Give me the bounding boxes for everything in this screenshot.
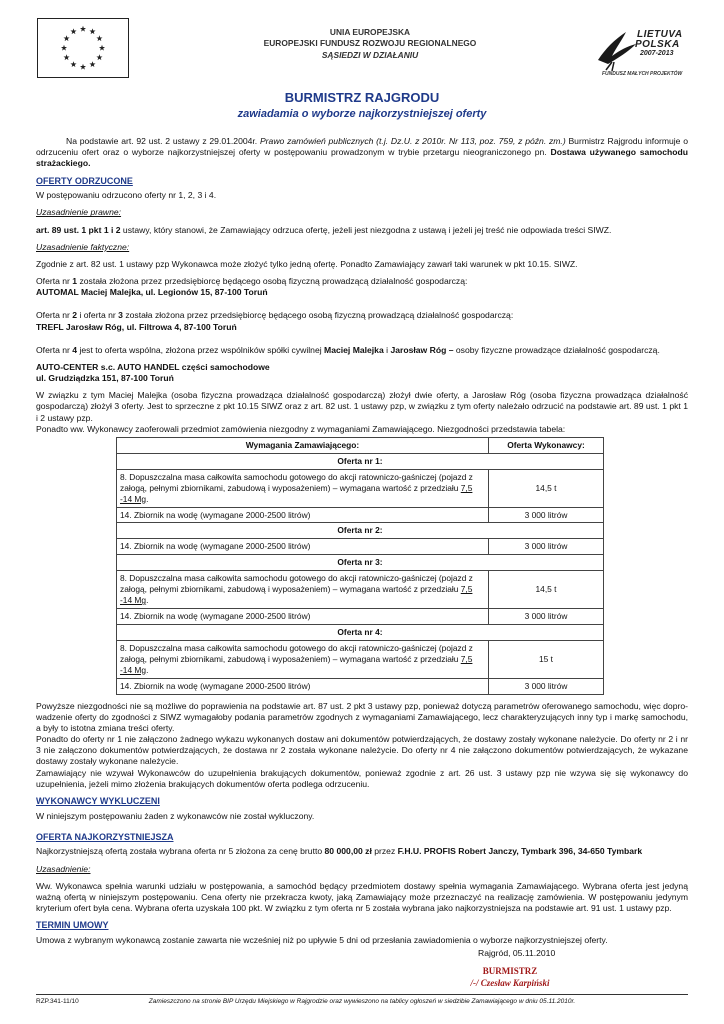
table-row xyxy=(117,640,604,678)
best-justification-label: Uzasadnienie: xyxy=(36,863,91,874)
legal-basis-label: Uzasadnienie prawne: xyxy=(36,207,122,218)
eu-flag-logo xyxy=(37,18,129,78)
signature xyxy=(455,966,565,989)
offer-1-a: Oferta nr xyxy=(36,276,73,287)
req-mass-text: 8. Dopuszczalna masa całkowita samochodu gotowego do akcji ratowniczo-gaśniczej (pojazd z załogą, pełnymi zbiornikami, zabudową i wyposażeniem) – wymagana wartość z przedziału xyxy=(120,573,473,595)
nonconformity-table xyxy=(116,437,604,695)
footer-reference: RZP.341-11/10 xyxy=(36,998,79,1005)
after-table-p1: Powyższe niezgodności nie są możliwe do poprawienia na podstawie art. 87 ust. 2 pkt 3 ustawy pzp, ponieważ dotyczą parametrów oferowanego samochodu, więc dopro-wadzenie oferty do zgodności z SIWZ wymagałoby podania parametrów zgodnych z wymaganiami Zamawiającego, lecz charakteryzujących inny typ i markę samochodu, a były to istotna zmiana treści oferty. xyxy=(36,700,688,733)
req-mass-text: 8. Dopuszczalna masa całkowita samochodu gotowego do akcji ratowniczo-gaśniczej (pojazd z załogą, pełnymi zbiornikami, zabudową i wyposażeniem) – wymagana wartość z przedziału xyxy=(120,471,473,493)
eu-star-icon xyxy=(64,54,70,60)
offer-4-tank: 3 000 litrów xyxy=(489,678,604,694)
table-row xyxy=(117,507,604,523)
eu-stars-icon xyxy=(38,19,128,77)
header-line-1: UNIA EUROPEJSKA xyxy=(329,27,411,37)
rejected-heading: OFERTY ODRZUCONE xyxy=(36,175,133,186)
intro-law: Prawo zamówień publicznych (t.j. Dz.U. z 2010r. Nr 113, poz. 759, z późn. zm.) xyxy=(259,136,566,146)
requirement-tank: 14. Zbiornik na wodę (wymagane 2000-2500 litrów) xyxy=(117,539,489,555)
legal-basis-text xyxy=(36,225,688,236)
eu-star-icon xyxy=(70,28,76,34)
offer-23-company: TREFL Jarosław Róg, ul. Filtrowa 4, 87-100 Toruń xyxy=(36,321,237,332)
offer-1-tank: 3 000 litrów xyxy=(489,507,604,523)
document-body xyxy=(36,136,688,946)
legal-article: art. 89 ust. 1 pkt 1 i 2 xyxy=(36,224,121,235)
document-subtitle: zawiadamia o wyborze najkorzystniejszej oferty xyxy=(237,108,487,120)
eu-star-icon xyxy=(70,61,76,67)
best-offer-text xyxy=(36,846,688,857)
table-row xyxy=(117,453,604,469)
req-mass-range: 7,5 -14 Mg xyxy=(120,482,473,504)
offer-23-mid: i oferta nr xyxy=(77,310,119,321)
contract-heading: TERMIN UMOWY xyxy=(36,920,109,931)
intro-text-1: Na podstawie art. 92 ust. 2 ustawy z 29.01.2004r. xyxy=(66,136,260,146)
document-title: BURMISTRZ RAJGRODU xyxy=(284,90,440,105)
excluded-heading: WYKONAWCY WYKLUCZENI xyxy=(36,795,160,806)
intro-paragraph xyxy=(36,136,688,170)
after-table-p3: Zamawiający nie wzywał Wykonawców do uzupełnienia brakujących dokumentów, ponieważ zgodnie z art. 26 ust. 3 ustawy pzp nie wzywa się się wykonawcy do uzupełnienia, jeżeli mimo złożenia brakujących dokumentów oferta podlega odrzuceniu. xyxy=(36,767,688,789)
requirement-tank: 14. Zbiornik na wodę (wymagane 2000-2500 litrów) xyxy=(117,507,489,523)
footer-divider xyxy=(36,994,688,995)
offer-1-header: Oferta nr 1: xyxy=(117,453,604,469)
offer-3-mass: 14,5 t xyxy=(489,571,604,609)
offer-4-a: Oferta nr xyxy=(36,344,73,355)
best-winner: F.H.U. PROFIS Robert Janczy, Tymbark 396, 34-650 Tymbark xyxy=(397,846,643,857)
header-program xyxy=(220,27,520,61)
offer-2-number: 2 xyxy=(72,310,78,321)
offer-4-company-1: AUTO-CENTER s.c. AUTO HANDEL części samochodowe xyxy=(36,361,270,372)
requirement-mass xyxy=(117,571,489,609)
offer-3-header: Oferta nr 3: xyxy=(117,555,604,571)
legal-rest: ustawy, który stanowi, że Zamawiający odrzuca ofertę, jeżeli jest niezgodna z ustawą i jeżeli jej treść nie odpowiada treści SIWZ. xyxy=(120,224,612,235)
footer-note: Zamieszczono na stronie BIP Urzędu Miejskiego w Rajgrodzie oraz wywieszono na tablicy ogłoszeń w siedzibie Zamawiającego w dniu 05.11.2010r. xyxy=(148,998,576,1005)
offer-1-desc xyxy=(36,276,688,287)
best-price: 80 000,00 zł xyxy=(324,846,372,857)
offer-4-mass: 15 t xyxy=(489,640,604,678)
best-offer-heading: OFERTA NAJKORZYSTNIEJSZA xyxy=(36,831,174,842)
req-mass-end: . xyxy=(146,664,149,675)
offer-4-b: jest to oferta wspólna, złożona przez wspólników spółki cywilnej xyxy=(77,344,325,355)
req-mass-end: . xyxy=(146,493,149,504)
fact-basis-text: Zgodnie z art. 82 ust. 1 ustawy pzp Wykonawca może złożyć tylko jedną ofertę. Ponadto Zamawiający zawarł taki warunek w pkt 10.15. SIWZ. xyxy=(36,258,578,269)
eu-star-icon xyxy=(80,26,86,32)
header-line-2: EUROPEJSKI FUNDUSZ ROZWOJU REGIONALNEGO xyxy=(263,38,477,49)
requirement-mass xyxy=(117,640,489,678)
offer-4-partner-2: Jarosław Róg – xyxy=(390,344,454,355)
table-row xyxy=(117,571,604,609)
logo-line-3: 2007-2013 xyxy=(640,50,674,57)
fact-basis-label: Uzasadnienie faktyczne: xyxy=(36,241,130,252)
offer-2-header: Oferta nr 2: xyxy=(117,523,604,539)
table-row xyxy=(117,539,604,555)
signature-name: /-/ Czesław Karpiński xyxy=(470,977,550,988)
eu-star-icon xyxy=(64,35,70,41)
req-mass-range: 7,5 -14 Mg xyxy=(120,653,473,675)
table-row xyxy=(117,624,604,640)
eu-star-icon xyxy=(96,35,102,41)
offer-23-desc xyxy=(36,310,688,321)
table-row xyxy=(117,555,604,571)
requirement-tank: 14. Zbiornik na wodę (wymagane 2000-2500 litrów) xyxy=(117,678,489,694)
offer-3-tank: 3 000 litrów xyxy=(489,609,604,625)
requirement-tank: 14. Zbiornik na wodę (wymagane 2000-2500 litrów) xyxy=(117,609,489,625)
req-mass-range: 7,5 -14 Mg xyxy=(120,584,473,606)
offer-4-header: Oferta nr 4: xyxy=(117,624,604,640)
offer-4-company-2: ul. Grudziądzka 151, 87-100 Toruń xyxy=(36,373,174,384)
offer-2-tank: 3 000 litrów xyxy=(489,539,604,555)
req-mass-end: . xyxy=(146,595,149,606)
best-text-b: przez xyxy=(371,846,398,857)
connection-paragraph: W związku z tym Maciej Malejka (osoba fizyczna prowadząca działalność gospodarczą) złożył dwie oferty, a Jarosław Róg (osoba fizyczna prowadząca działalność gospodarczą) złożył 3 oferty. Jest to sprzeczne z pkt 10.15 SIWZ oraz z art. 82 ust. 1 ustawy pzp, w związku z tym oferty należało odrzucić na podstawie art. 89 ust. 1 pkt 1 i 2 ustawy pzp. xyxy=(36,390,688,423)
table-header-row xyxy=(117,437,604,453)
offer-3-number: 3 xyxy=(118,310,123,321)
eu-star-icon xyxy=(89,61,95,67)
eu-star-icon xyxy=(80,64,86,70)
header-offer: Oferta Wykonawcy: xyxy=(489,437,604,453)
table-row xyxy=(117,469,604,507)
logo-line-1: LIETUVA xyxy=(637,29,683,40)
offer-4-c: osoby fizyczne prowadzące działalność gospodarczą. xyxy=(453,344,660,355)
eu-star-icon xyxy=(89,28,95,34)
intro-subject: Dostawa używanego samochodu strażackiego. xyxy=(36,147,688,169)
offer-4-and: i xyxy=(383,344,391,355)
offer-1-number: 1 xyxy=(72,276,78,287)
logo-line-4: FUNDUSZ MAŁYCH PROJEKTÓW xyxy=(602,71,683,77)
eu-star-icon xyxy=(96,54,102,60)
excluded-text: W niniejszym postępowaniu żaden z wykonawców nie został wykluczony. xyxy=(36,810,315,821)
offer-4-partner-1: Maciej Malejka xyxy=(324,344,384,355)
table-row xyxy=(117,609,604,625)
place-date: Rajgród, 05.11.2010 xyxy=(478,948,556,958)
after-table-p2: Ponadto do oferty nr 1 nie załączono żadnego wykazu wykonanych dostaw ani dokumentów potwierdzających, że dostawy zostały wykonane należycie. Do oferty nr 2 i nr 3 nie załączono dokumentów potwierdzających, że dostawa nr 2 została wykonane należycie. Do oferty nr 4 nie załączono dokumentów potwierdzających, że wykazane dostawy zostały wykonane należycie. xyxy=(36,734,688,767)
rejected-line: W postępowaniu odrzucono oferty nr 1, 2, 3 i 4. xyxy=(36,190,217,201)
signature-title: BURMISTRZ xyxy=(482,966,538,976)
req-mass-text: 8. Dopuszczalna masa całkowita samochodu gotowego do akcji ratowniczo-gaśniczej (pojazd z załogą, pełnymi zbiornikami, zabudową i wyposażeniem) – wymagana wartość z przedziału xyxy=(120,642,473,664)
best-text-a: Najkorzystniejszą ofertą została wybrana oferta nr 5 złożona za cenę brutto xyxy=(36,846,325,857)
offer-4-desc xyxy=(36,345,688,356)
logo-line-2: POLSKA xyxy=(635,39,680,50)
offer-1-company: AUTOMAL Maciej Malejka, ul. Legionów 15, 87-100 Toruń xyxy=(36,287,268,298)
table-row xyxy=(117,678,604,694)
table-intro: Ponadto ww. Wykonawcy zaoferowali przedmiot zamówienia niezgodny z wymaganiami Zamawiającego. Niezgodności przedstawia tabela: xyxy=(36,423,566,434)
offer-1-b: została złożona przez przedsiębiorcę będącego osobą fizyczną prowadzącą działalność gospodarczą: xyxy=(77,276,468,287)
eu-star-icon xyxy=(61,45,67,51)
offer-4-number: 4 xyxy=(72,344,78,355)
eu-star-icon xyxy=(99,45,105,51)
requirement-mass xyxy=(117,469,489,507)
header-requirements: Wymagania Zamawiającego: xyxy=(117,437,489,453)
offer-23-b: została złożona przez przedsiębiorcę będącego osobą fizyczną prowadzącą działalność gospodarczą: xyxy=(122,310,514,321)
intro-text-2: Burmistrz Rajgrodu informuje o odrzuceniu ofert oraz o wyborze najkorzystniejszej oferty w postępowaniu prowadzonym w trybie przetargu nieograniczonego pn. xyxy=(36,136,689,158)
contract-text: Umowa z wybranym wykonawcą zostanie zawarta nie wcześniej niż po upływie 5 dni od przesłania zawiadomienia o wyborze najkorzystniejszej oferty. xyxy=(36,935,608,946)
table-row xyxy=(117,523,604,539)
header-line-3: SĄSIEDZI W DZIAŁANIU xyxy=(321,49,419,60)
offer-23-a: Oferta nr xyxy=(36,310,73,321)
lietuva-polska-logo xyxy=(592,22,692,80)
best-justification: Ww. Wykonawca spełnia warunki udziału w postępowania, a samochód będący przedmiotem dostawy spełnia wymagania Zamawiającego. Wybrana oferta jest jedyną ważną ofertą w niniejszym postępowaniu. Cena oferty nie przekracza kwoty, jaką Zamawiający może przeznaczyć na realizację zamówienia. W postępowaniu jedynym kryterium ofert była cena. Wybrana oferta uzyskała 100 pkt. W związku z tym oferta nr 5 została wybrana jako najkorzystniejsza na podstawie art. 91 ust. 1 ustawy pzp. xyxy=(36,880,688,914)
offer-1-mass: 14,5 t xyxy=(489,469,604,507)
